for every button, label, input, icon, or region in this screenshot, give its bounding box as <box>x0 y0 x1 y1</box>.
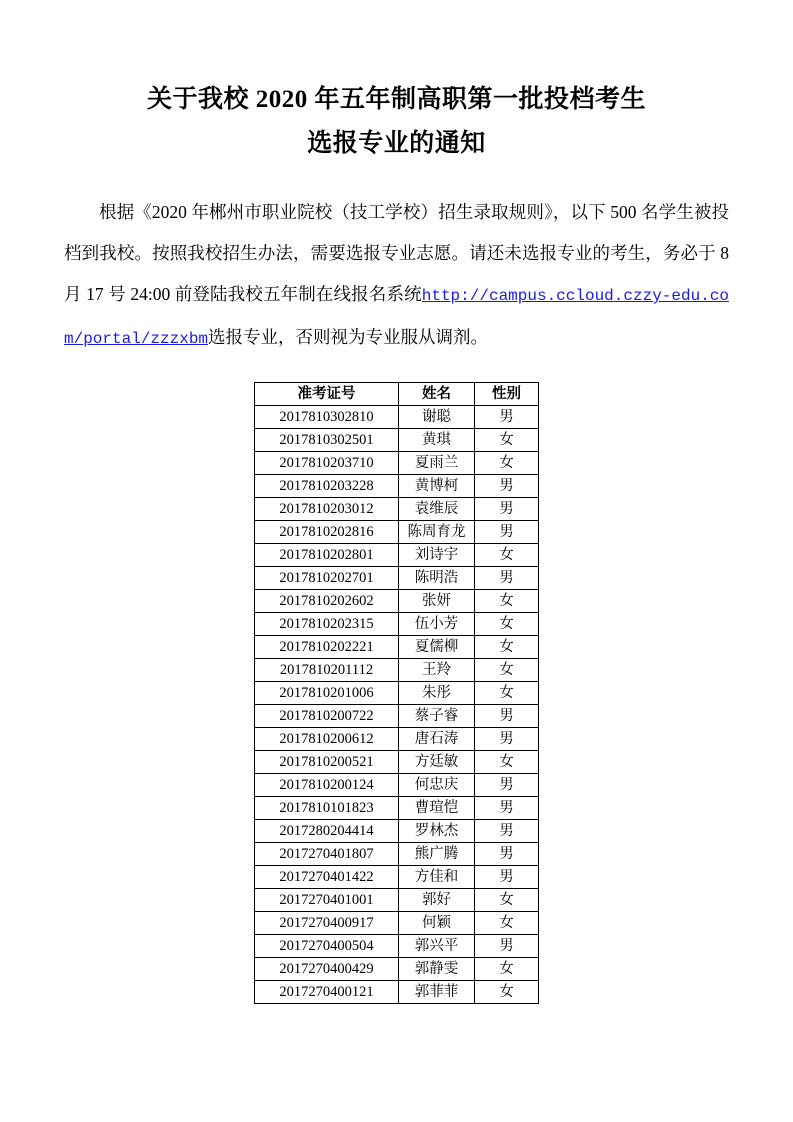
cell-exam-id: 2017810203228 <box>255 475 399 498</box>
cell-gender: 男 <box>475 866 539 889</box>
column-header-gender: 性别 <box>475 383 539 406</box>
cell-name: 黄琪 <box>399 429 475 452</box>
cell-name: 伍小芳 <box>399 613 475 636</box>
cell-name: 唐石涛 <box>399 728 475 751</box>
cell-name: 谢聪 <box>399 406 475 429</box>
cell-gender: 女 <box>475 751 539 774</box>
cell-exam-id: 2017270400121 <box>255 981 399 1004</box>
notice-text-part-2: 选报专业，否则视为专业服从调剂。 <box>208 327 489 347</box>
cell-name: 蔡子睿 <box>399 705 475 728</box>
table-row <box>255 981 539 1004</box>
cell-gender: 男 <box>475 567 539 590</box>
notice-body <box>64 192 729 360</box>
table-row <box>255 590 539 613</box>
cell-exam-id: 2017270401807 <box>255 843 399 866</box>
table-row <box>255 475 539 498</box>
table-row <box>255 866 539 889</box>
cell-name: 朱彤 <box>399 682 475 705</box>
notice-text-part-1: 根据《2020 年郴州市职业院校（技工学校）招生录取规则》，以下 500 名学生被投档到我校。按照我校招生办法，需要选报专业志愿。请还未选报专业的考生，务必于 8 月 17 号 24:00 前登陆我校五年制在线报名系统 <box>64 202 729 304</box>
table-row <box>255 613 539 636</box>
roster-table-body <box>255 406 539 1004</box>
cell-name: 郭好 <box>399 889 475 912</box>
cell-gender: 女 <box>475 544 539 567</box>
table-row <box>255 521 539 544</box>
cell-name: 郭静雯 <box>399 958 475 981</box>
cell-exam-id: 2017810202816 <box>255 521 399 544</box>
cell-exam-id: 2017270401422 <box>255 866 399 889</box>
cell-exam-id: 2017810202315 <box>255 613 399 636</box>
cell-exam-id: 2017810202602 <box>255 590 399 613</box>
roster-table <box>254 382 539 1004</box>
cell-name: 刘诗宇 <box>399 544 475 567</box>
cell-exam-id: 2017810302501 <box>255 429 399 452</box>
cell-gender: 男 <box>475 774 539 797</box>
cell-exam-id: 2017810202701 <box>255 567 399 590</box>
table-row <box>255 406 539 429</box>
cell-exam-id: 2017810202801 <box>255 544 399 567</box>
cell-exam-id: 2017810200521 <box>255 751 399 774</box>
cell-exam-id: 2017810203710 <box>255 452 399 475</box>
cell-gender: 男 <box>475 935 539 958</box>
cell-exam-id: 2017280204414 <box>255 820 399 843</box>
cell-gender: 女 <box>475 958 539 981</box>
cell-gender: 男 <box>475 521 539 544</box>
cell-name: 曹瑄恺 <box>399 797 475 820</box>
cell-exam-id: 2017810200124 <box>255 774 399 797</box>
cell-gender: 女 <box>475 981 539 1004</box>
cell-name: 何颖 <box>399 912 475 935</box>
cell-exam-id: 2017270401001 <box>255 889 399 912</box>
cell-exam-id: 2017810203012 <box>255 498 399 521</box>
cell-gender: 男 <box>475 820 539 843</box>
cell-exam-id: 2017810201112 <box>255 659 399 682</box>
cell-gender: 女 <box>475 613 539 636</box>
table-row <box>255 728 539 751</box>
cell-name: 夏雨兰 <box>399 452 475 475</box>
cell-gender: 男 <box>475 498 539 521</box>
cell-gender: 男 <box>475 728 539 751</box>
cell-exam-id: 2017270400917 <box>255 912 399 935</box>
table-row <box>255 751 539 774</box>
column-header-name: 姓名 <box>399 383 475 406</box>
cell-gender: 男 <box>475 797 539 820</box>
cell-name: 郭菲菲 <box>399 981 475 1004</box>
roster-table-head <box>255 383 539 406</box>
table-row <box>255 429 539 452</box>
notice-paragraph <box>64 192 729 360</box>
table-row <box>255 544 539 567</box>
cell-gender: 男 <box>475 475 539 498</box>
page-title-line-2: 选报专业的通知 <box>307 130 486 157</box>
cell-exam-id: 2017270400504 <box>255 935 399 958</box>
cell-gender: 女 <box>475 889 539 912</box>
cell-exam-id: 2017810302810 <box>255 406 399 429</box>
table-row <box>255 935 539 958</box>
cell-name: 陈周育龙 <box>399 521 475 544</box>
table-row <box>255 705 539 728</box>
column-header-exam-id: 准考证号 <box>255 383 399 406</box>
cell-exam-id: 2017270400429 <box>255 958 399 981</box>
cell-gender: 女 <box>475 636 539 659</box>
cell-name: 张妍 <box>399 590 475 613</box>
cell-gender: 男 <box>475 705 539 728</box>
cell-name: 郭兴平 <box>399 935 475 958</box>
cell-gender: 男 <box>475 843 539 866</box>
page-title-line-1: 关于我校 2020 年五年制高职第一批投档考生 <box>146 86 646 113</box>
cell-name: 陈明浩 <box>399 567 475 590</box>
cell-gender: 女 <box>475 659 539 682</box>
table-row <box>255 567 539 590</box>
cell-name: 方佳和 <box>399 866 475 889</box>
table-row <box>255 682 539 705</box>
cell-gender: 女 <box>475 590 539 613</box>
cell-name: 袁维辰 <box>399 498 475 521</box>
table-row <box>255 452 539 475</box>
table-row <box>255 659 539 682</box>
table-row <box>255 774 539 797</box>
table-row <box>255 498 539 521</box>
cell-exam-id: 2017810200722 <box>255 705 399 728</box>
table-row <box>255 797 539 820</box>
cell-gender: 女 <box>475 682 539 705</box>
table-row <box>255 958 539 981</box>
table-row <box>255 843 539 866</box>
cell-name: 罗林杰 <box>399 820 475 843</box>
cell-name: 方廷敏 <box>399 751 475 774</box>
cell-exam-id: 2017810202221 <box>255 636 399 659</box>
cell-name: 黄博柯 <box>399 475 475 498</box>
page-title <box>64 78 729 166</box>
cell-name: 何忠庆 <box>399 774 475 797</box>
table-row <box>255 636 539 659</box>
cell-exam-id: 2017810201006 <box>255 682 399 705</box>
cell-gender: 女 <box>475 452 539 475</box>
table-row <box>255 820 539 843</box>
cell-exam-id: 2017810101823 <box>255 797 399 820</box>
cell-name: 王羚 <box>399 659 475 682</box>
table-row <box>255 912 539 935</box>
cell-gender: 女 <box>475 912 539 935</box>
cell-name: 夏儒柳 <box>399 636 475 659</box>
registration-system-link[interactable]: http://campus.ccloud.czzy-edu.com/portal/zzzxbm <box>64 287 729 348</box>
cell-gender: 女 <box>475 429 539 452</box>
cell-gender: 男 <box>475 406 539 429</box>
table-row <box>255 889 539 912</box>
cell-exam-id: 2017810200612 <box>255 728 399 751</box>
roster-table-container <box>64 382 729 1004</box>
table-header-row <box>255 383 539 406</box>
cell-name: 熊广腾 <box>399 843 475 866</box>
